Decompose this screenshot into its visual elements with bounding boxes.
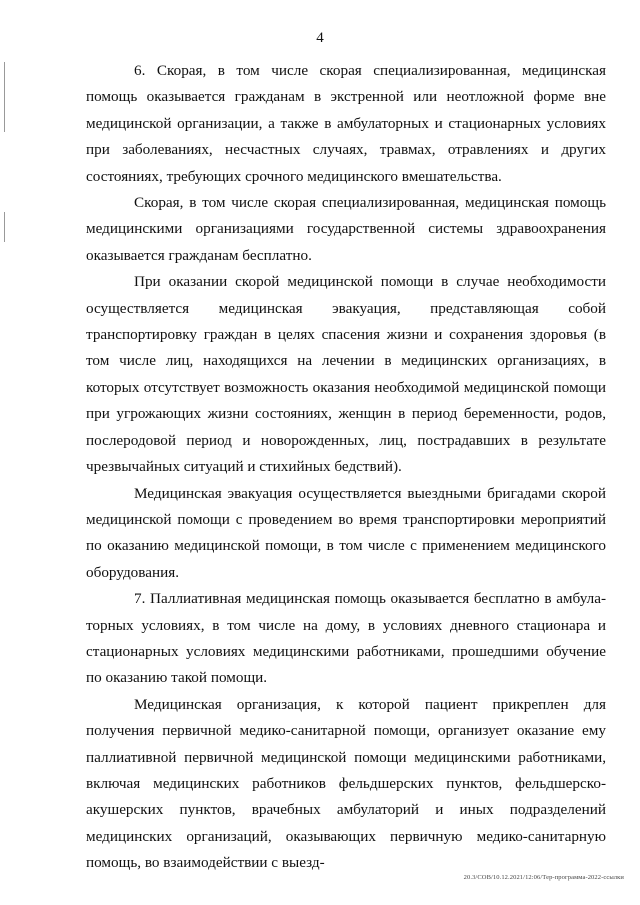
page-number: 4 [316,30,324,46]
margin-scan-mark [4,212,5,242]
paragraph: Медицинская организация, к которой пациент прикреплен для получения первичной медико-санитарной помощи, организует оказание ему паллиативной первичной медицинской помощи медицинскими работниками, включая медицинских работников фельдшерских пунктов, фельдшерско-акушерских пунктов, врачебных амбулаторий и иных подразделений медицинских организаций, оказывающих первичную медико-санитарную помощь, во взаимодействии с выезд- [86,695,606,872]
document-footer-id: 20.3/СОВ/10.12.2021/12:06/Тер-программа-2022-ссылки [463,874,624,881]
document-body [86,58,606,877]
margin-scan-mark [4,62,5,132]
paragraph: Скорая, в том числе скорая специализированная, медицинская помощь медицинскими организациями государственной системы здравоохранения оказывается гражданам бесплатно. [86,194,606,264]
paragraph: 7. Паллиативная медицинская помощь оказывается бесплатно в амбулаторных условиях, в том числе на дому, в условиях дневного стационара и стационарных условиях медицинскими работниками, прошедшими обучение по оказанию такой помощи. [86,590,606,687]
paragraph: Медицинская эвакуация осуществляется выездными бригадами скорой медицинской помощи с проведением во время транспортировки мероприятий по оказанию медицинской помощи, в том числе с применением медицинского оборудования. [86,484,606,581]
paragraph: При оказании скорой медицинской помощи в случае необходимости осуществляется медицинская эвакуация, представляющая собой транспортировку граждан в целях спасения жизни и сохранения здоровья (в том числе лиц, находящихся на лечении в медицинских организациях, в которых отсутствует возможность оказания необходимой медицинской помощи при угрожающих жизни состояниях, женщин в период беременности, родов, послеродовой период и новорожденных, лиц, пострадавших в результате чрезвычайных ситуаций и стихийных бедствий). [86,273,606,476]
paragraph: 6. Скорая, в том числе скорая специализированная, медицинская помощь оказывается гражданам в экстренной или неотложной форме вне медицинской организации, а также в амбулаторных и стационарных условиях при заболеваниях, несчастных случаях, травмах, отравлениях и других состояниях, требующих срочного медицинского вмешательства. [86,62,606,185]
